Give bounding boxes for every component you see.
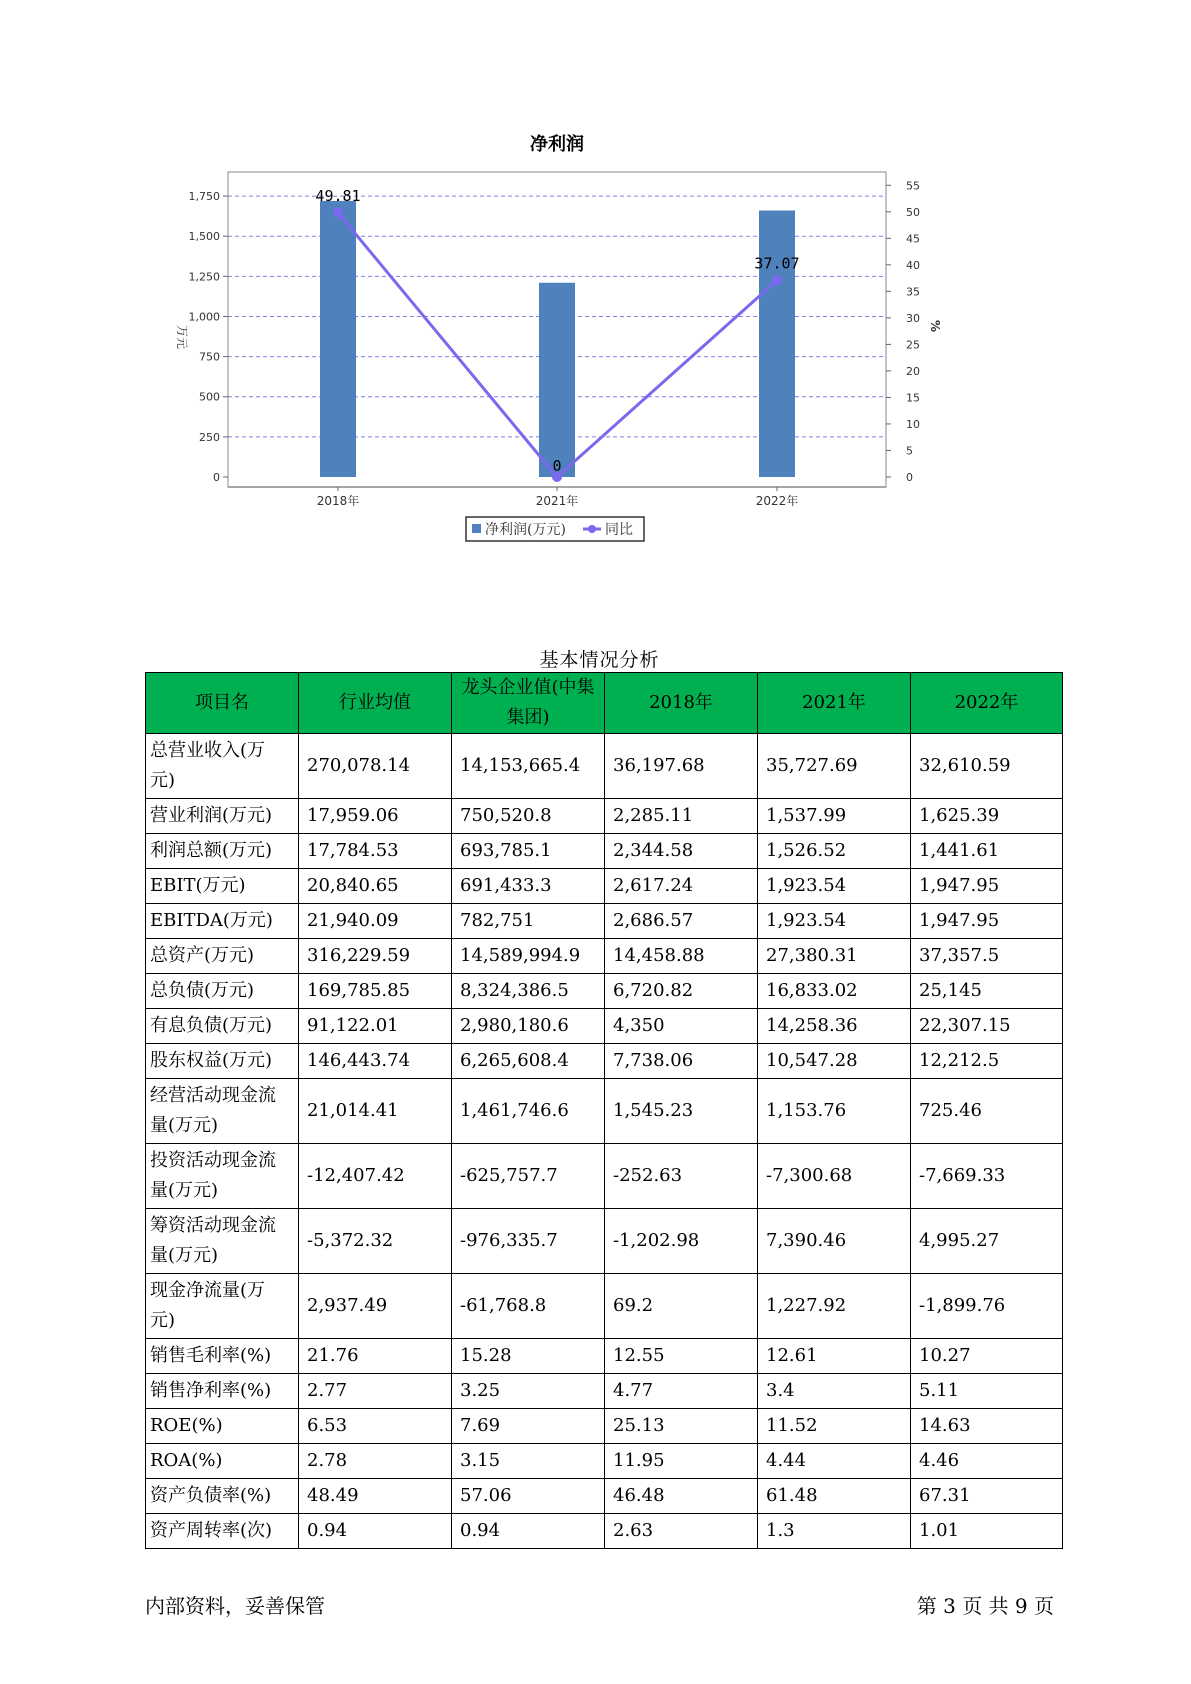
- bar: [320, 201, 356, 477]
- y2-tick-label: 30: [906, 311, 920, 325]
- row-name: 现金净流量(万元): [146, 1274, 299, 1339]
- table-cell: 48.49: [299, 1479, 452, 1514]
- table-row: [146, 904, 1063, 939]
- table-cell: 4.46: [911, 1444, 1063, 1479]
- column-header: 龙头企业值(中集集团): [452, 673, 605, 734]
- table-row: [146, 734, 1063, 799]
- table-cell: 12.61: [758, 1339, 911, 1374]
- legend-line-label: 同比: [605, 522, 633, 538]
- row-name: EBITDA(万元): [146, 904, 299, 939]
- table-cell: 16,833.02: [758, 974, 911, 1009]
- y2-axis-label: %: [928, 320, 942, 333]
- table-cell: 35,727.69: [758, 734, 911, 799]
- row-name: 筹资活动现金流量(万元): [146, 1209, 299, 1274]
- row-name: 经营活动现金流量(万元): [146, 1079, 299, 1144]
- y2-tick-label: 35: [906, 285, 920, 299]
- table-cell: 2.77: [299, 1374, 452, 1409]
- table-cell: -61,768.8: [452, 1274, 605, 1339]
- table-cell: 270,078.14: [299, 734, 452, 799]
- column-header: 项目名: [146, 673, 299, 734]
- table-cell: 1,526.52: [758, 834, 911, 869]
- table-cell: 1,923.54: [758, 904, 911, 939]
- table-cell: 25,145: [911, 974, 1063, 1009]
- table-cell: -7,300.68: [758, 1144, 911, 1209]
- row-name: 营业利润(万元): [146, 799, 299, 834]
- y2-tick-label: 50: [906, 205, 920, 219]
- basic-analysis-table: [145, 672, 1063, 1549]
- yoy-point: [772, 275, 782, 285]
- table-row: [146, 974, 1063, 1009]
- table-cell: 14.63: [911, 1409, 1063, 1444]
- table-cell: 691,433.3: [452, 869, 605, 904]
- table-cell: 10.27: [911, 1339, 1063, 1374]
- table-caption: 基本情况分析: [539, 649, 660, 671]
- table-cell: 146,443.74: [299, 1044, 452, 1079]
- table-cell: 2,937.49: [299, 1274, 452, 1339]
- table-cell: 14,258.36: [758, 1009, 911, 1044]
- table-row: [146, 1514, 1063, 1549]
- table-cell: 693,785.1: [452, 834, 605, 869]
- table-row: [146, 1374, 1063, 1409]
- table-cell: 21,014.41: [299, 1079, 452, 1144]
- table-body: [146, 734, 1063, 1549]
- table-cell: 725.46: [911, 1079, 1063, 1144]
- table-header-row: [146, 673, 1063, 734]
- column-header: 2022年: [911, 673, 1063, 734]
- table-cell: 5.11: [911, 1374, 1063, 1409]
- x-tick-label: 2021年: [535, 494, 579, 508]
- y2-tick-label: 45: [906, 232, 920, 246]
- table-cell: 2,686.57: [605, 904, 758, 939]
- column-header: 2021年: [758, 673, 911, 734]
- table-row: [146, 1444, 1063, 1479]
- table-cell: -1,899.76: [911, 1274, 1063, 1339]
- table-cell: -7,669.33: [911, 1144, 1063, 1209]
- table-cell: 14,458.88: [605, 939, 758, 974]
- table-cell: 32,610.59: [911, 734, 1063, 799]
- table-cell: 1,153.76: [758, 1079, 911, 1144]
- table-cell: 3.25: [452, 1374, 605, 1409]
- table-cell: 169,785.85: [299, 974, 452, 1009]
- y-tick-label: 1,250: [188, 270, 220, 284]
- legend-line-marker: [588, 525, 596, 533]
- row-name: 资产负债率(%): [146, 1479, 299, 1514]
- row-name: 股东权益(万元): [146, 1044, 299, 1079]
- table-cell: 1.3: [758, 1514, 911, 1549]
- table-row: [146, 1479, 1063, 1514]
- data-label: 37.07: [754, 254, 800, 273]
- table-cell: 2,344.58: [605, 834, 758, 869]
- table-row: [146, 1339, 1063, 1374]
- y-tick-label: 250: [199, 430, 220, 444]
- table-cell: 91,122.01: [299, 1009, 452, 1044]
- table-cell: -5,372.32: [299, 1209, 452, 1274]
- table-cell: 4,350: [605, 1009, 758, 1044]
- table-cell: 37,357.5: [911, 939, 1063, 974]
- table-cell: -1,202.98: [605, 1209, 758, 1274]
- table-cell: 22,307.15: [911, 1009, 1063, 1044]
- row-name: 投资活动现金流量(万元): [146, 1144, 299, 1209]
- table-cell: 1,947.95: [911, 904, 1063, 939]
- yoy-point: [333, 208, 343, 218]
- table-cell: 2.78: [299, 1444, 452, 1479]
- table-cell: 12.55: [605, 1339, 758, 1374]
- y-tick-label: 1,750: [188, 190, 220, 204]
- table-row: [146, 1009, 1063, 1044]
- bar: [759, 211, 795, 477]
- table-cell: 3.15: [452, 1444, 605, 1479]
- table-cell: 1.01: [911, 1514, 1063, 1549]
- x-tick-label: 2018年: [316, 494, 360, 508]
- table-row: [146, 1274, 1063, 1339]
- table-cell: 750,520.8: [452, 799, 605, 834]
- row-name: 总资产(万元): [146, 939, 299, 974]
- table-cell: 1,923.54: [758, 869, 911, 904]
- table-cell: 12,212.5: [911, 1044, 1063, 1079]
- bar: [539, 283, 575, 477]
- table-cell: -625,757.7: [452, 1144, 605, 1209]
- table-cell: 4,995.27: [911, 1209, 1063, 1274]
- table-cell: 27,380.31: [758, 939, 911, 974]
- table-cell: -252.63: [605, 1144, 758, 1209]
- y2-tick-label: 0: [906, 471, 913, 484]
- table-cell: 1,537.99: [758, 799, 911, 834]
- table-cell: 4.44: [758, 1444, 911, 1479]
- table-cell: 15.28: [452, 1339, 605, 1374]
- table-cell: 782,751: [452, 904, 605, 939]
- table-cell: 7,738.06: [605, 1044, 758, 1079]
- table-cell: 6,265,608.4: [452, 1044, 605, 1079]
- table-row: [146, 799, 1063, 834]
- data-label: 49.81: [315, 186, 361, 205]
- table-cell: 3.4: [758, 1374, 911, 1409]
- row-name: 总营业收入(万元): [146, 734, 299, 799]
- table-cell: 7,390.46: [758, 1209, 911, 1274]
- table-cell: 1,461,746.6: [452, 1079, 605, 1144]
- table-cell: 1,227.92: [758, 1274, 911, 1339]
- table-cell: 46.48: [605, 1479, 758, 1514]
- column-header: 行业均值: [299, 673, 452, 734]
- row-name: 有息负债(万元): [146, 1009, 299, 1044]
- x-tick-label: 2022年: [755, 494, 799, 508]
- y2-tick-label: 40: [906, 258, 920, 272]
- y2-tick-label: 5: [906, 444, 913, 458]
- y2-tick-label: 55: [906, 179, 920, 193]
- table-cell: 21,940.09: [299, 904, 452, 939]
- chart-title: 净利润: [530, 134, 584, 155]
- table-cell: -12,407.42: [299, 1144, 452, 1209]
- table-row: [146, 1144, 1063, 1209]
- y2-tick-label: 15: [906, 391, 920, 405]
- y-tick-label: 1,000: [188, 310, 220, 324]
- row-name: 销售净利率(%): [146, 1374, 299, 1409]
- table-cell: 7.69: [452, 1409, 605, 1444]
- table-cell: 11.52: [758, 1409, 911, 1444]
- row-name: 利润总额(万元): [146, 834, 299, 869]
- y-tick-label: 0: [213, 471, 220, 484]
- table-cell: 2.63: [605, 1514, 758, 1549]
- footer-page-number: 第 3 页 共 9 页: [916, 1594, 1054, 1618]
- table-cell: 4.77: [605, 1374, 758, 1409]
- table-cell: 36,197.68: [605, 734, 758, 799]
- y2-tick-label: 25: [906, 338, 920, 352]
- table-cell: 25.13: [605, 1409, 758, 1444]
- table-cell: 2,980,180.6: [452, 1009, 605, 1044]
- table-cell: 2,617.24: [605, 869, 758, 904]
- y-tick-label: 1,500: [188, 230, 220, 244]
- table-cell: 2,285.11: [605, 799, 758, 834]
- table-cell: -976,335.7: [452, 1209, 605, 1274]
- data-label: 0: [552, 457, 562, 475]
- table-cell: 1,545.23: [605, 1079, 758, 1144]
- table-cell: 61.48: [758, 1479, 911, 1514]
- net-profit-chart: [170, 130, 1030, 600]
- table-cell: 1,625.39: [911, 799, 1063, 834]
- y2-tick-label: 20: [906, 364, 920, 378]
- y-tick-label: 750: [199, 350, 220, 364]
- y-axis-label: 万元: [175, 325, 189, 350]
- row-name: ROE(%): [146, 1409, 299, 1444]
- table-cell: 69.2: [605, 1274, 758, 1339]
- table-row: [146, 1409, 1063, 1444]
- table-cell: 67.31: [911, 1479, 1063, 1514]
- table-cell: 57.06: [452, 1479, 605, 1514]
- table-cell: 1,947.95: [911, 869, 1063, 904]
- table-cell: 20,840.65: [299, 869, 452, 904]
- table-cell: 8,324,386.5: [452, 974, 605, 1009]
- table-cell: 14,153,665.4: [452, 734, 605, 799]
- table-row: [146, 834, 1063, 869]
- table-row: [146, 869, 1063, 904]
- table-row: [146, 939, 1063, 974]
- table-cell: 14,589,994.9: [452, 939, 605, 974]
- row-name: 总负债(万元): [146, 974, 299, 1009]
- row-name: EBIT(万元): [146, 869, 299, 904]
- y2-tick-label: 10: [906, 417, 920, 431]
- table-cell: 0.94: [299, 1514, 452, 1549]
- table-cell: 6.53: [299, 1409, 452, 1444]
- table-cell: 11.95: [605, 1444, 758, 1479]
- table-cell: 316,229.59: [299, 939, 452, 974]
- table-row: [146, 1079, 1063, 1144]
- table-cell: 10,547.28: [758, 1044, 911, 1079]
- y-tick-label: 500: [199, 390, 220, 404]
- legend-bar-swatch: [472, 524, 481, 533]
- table-cell: 21.76: [299, 1339, 452, 1374]
- table-cell: 17,959.06: [299, 799, 452, 834]
- footer-confidential-note: 内部资料，妥善保管: [145, 1594, 325, 1618]
- table-cell: 17,784.53: [299, 834, 452, 869]
- column-header: 2018年: [605, 673, 758, 734]
- legend-bar-label: 净利润(万元): [485, 522, 566, 538]
- row-name: 销售毛利率(%): [146, 1339, 299, 1374]
- table-cell: 1,441.61: [911, 834, 1063, 869]
- table-cell: 6,720.82: [605, 974, 758, 1009]
- row-name: 资产周转率(次): [146, 1514, 299, 1549]
- table-row: [146, 1044, 1063, 1079]
- table-cell: 0.94: [452, 1514, 605, 1549]
- row-name: ROA(%): [146, 1444, 299, 1479]
- table-row: [146, 1209, 1063, 1274]
